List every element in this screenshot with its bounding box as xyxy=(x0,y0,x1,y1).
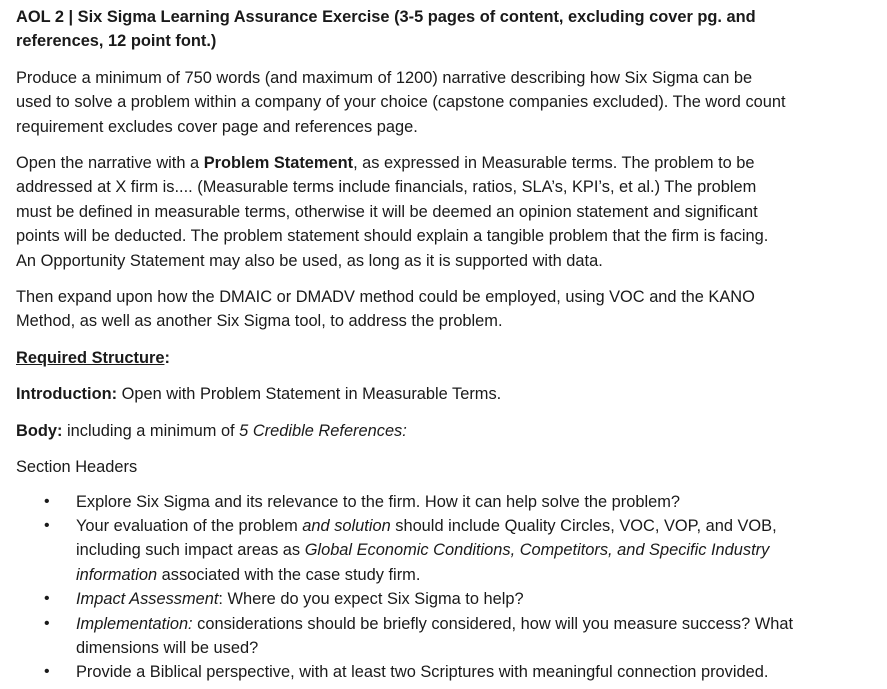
section-headers-label: Section Headers xyxy=(16,458,138,477)
list-item-text: Your evaluation of the problem xyxy=(76,516,303,535)
body-label: Body: xyxy=(16,421,63,440)
list-item-italic: Global Economic Conditions, Competitors, and Specific Industry information xyxy=(76,541,770,584)
document-title: AOL 2 | Six Sigma Learning Assurance Exercise (3-5 pages of content, excluding cover pg. and references, 12 point font.) xyxy=(16,8,756,51)
list-item-text: considerations should be briefly considered, how will you measure success? What dimensions will be used? xyxy=(76,614,794,657)
problem-lead-text: Open the narrative with a xyxy=(16,154,204,173)
problem-statement-paragraph xyxy=(16,151,791,273)
list-item-text: should include Quality Circles, VOC, VOP, and VOB, including such impact areas as xyxy=(76,516,777,560)
list-item: • Provide a Biblical perspective, with at least two Scriptures with meaningful connection provided. xyxy=(16,660,800,684)
introduction-label: Introduction: xyxy=(16,385,118,404)
intro-paragraph: Produce a minimum of 750 words (and maximum of 1200) narrative describing how Six Sigma can be used to solve a problem within a company of your choice (capstone companies excluded). The word count requirement excludes cover page and references page. xyxy=(16,68,786,136)
list-item xyxy=(16,587,800,611)
list-item-italic: Implementation: xyxy=(76,614,193,633)
list-item-italic: Impact Assessment xyxy=(76,590,219,609)
list-item-italic: and solution xyxy=(302,516,391,535)
required-structure-label: Required Structure xyxy=(16,348,165,367)
list-item xyxy=(16,514,800,587)
introduction-line xyxy=(16,382,882,406)
assignment-document xyxy=(16,5,882,685)
body-text: including a minimum of xyxy=(62,421,240,440)
problem-rest-text: , as expressed in Measurable terms. The problem to be addressed at X firm is.... (Measurable terms include financials, ratios, SLA’s, KPI’s, et al.) The problem must be defined in measurable terms, otherwise it will be deemed an opinion statement and significant points will be deducted. The problem statement should explain a tangible problem that the firm is facing. An Opportunity Statement may also be used, as long as it is supported with data. xyxy=(16,154,769,270)
body-italic-text: 5 Credible References: xyxy=(239,421,407,440)
list-item-text: : Where do you expect Six Sigma to help? xyxy=(218,590,524,609)
section-headers-list xyxy=(16,490,882,685)
introduction-text: Open with Problem Statement in Measurable Terms. xyxy=(117,385,502,404)
list-item-text: associated with the case study firm. xyxy=(157,565,421,584)
required-structure-heading xyxy=(16,346,882,370)
required-structure-colon: : xyxy=(164,348,170,367)
list-item: • Explore Six Sigma and its relevance to the firm. How it can help solve the problem? xyxy=(16,490,800,514)
dmaic-paragraph: Then expand upon how the DMAIC or DMADV method could be employed, using VOC and the KANO Method, as well as another Six Sigma tool, to address the problem. xyxy=(16,288,755,331)
problem-statement-bold: Problem Statement xyxy=(203,154,354,173)
body-line xyxy=(16,419,882,443)
list-item xyxy=(16,612,800,661)
